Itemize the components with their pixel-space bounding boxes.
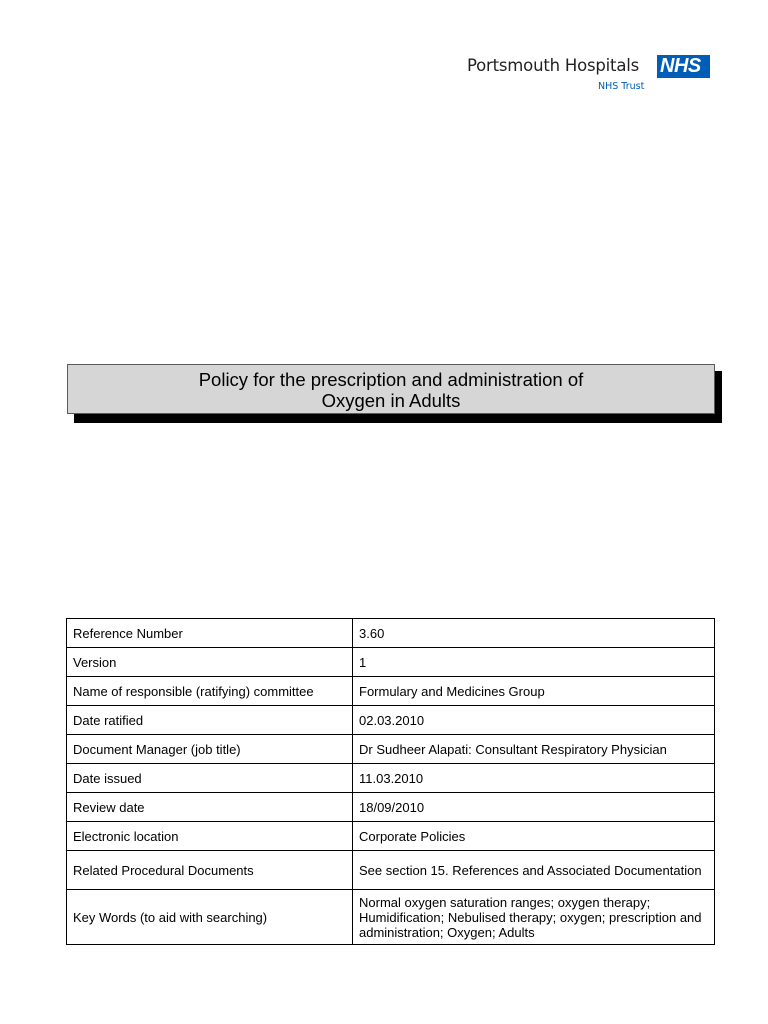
table-row <box>67 735 715 764</box>
table-row <box>67 822 715 851</box>
row-value: 18/09/2010 <box>353 793 715 822</box>
row-label: Review date <box>67 793 353 822</box>
nhs-trust-logo <box>467 54 712 94</box>
row-label: Electronic location <box>67 822 353 851</box>
table-row <box>67 851 715 890</box>
row-label: Version <box>67 648 353 677</box>
row-label: Date issued <box>67 764 353 793</box>
row-value: See section 15. References and Associated Documentation <box>353 851 715 890</box>
table-row <box>67 890 715 945</box>
row-label: Related Procedural Documents <box>67 851 353 890</box>
row-value: Normal oxygen saturation ranges; oxygen therapy; Humidification; Nebulised therapy; oxygen; prescription and administration; Oxygen; Adults <box>353 890 715 945</box>
row-label: Name of responsible (ratifying) committee <box>67 677 353 706</box>
logo-subtitle: NHS Trust <box>598 81 645 92</box>
document-title-line-1: Policy for the prescription and administration of <box>198 369 584 390</box>
row-value: 02.03.2010 <box>353 706 715 735</box>
document-title-box <box>67 364 715 414</box>
row-label: Date ratified <box>67 706 353 735</box>
nhs-badge <box>657 55 710 78</box>
row-value: Formulary and Medicines Group <box>353 677 715 706</box>
document-info-table <box>66 618 715 945</box>
table-row <box>67 648 715 677</box>
row-value: Dr Sudheer Alapati: Consultant Respiratory Physician <box>353 735 715 764</box>
row-value: 11.03.2010 <box>353 764 715 793</box>
document-title-line-2: Oxygen in Adults <box>321 390 461 411</box>
row-value: 1 <box>353 648 715 677</box>
table-row <box>67 677 715 706</box>
row-label: Key Words (to aid with searching) <box>67 890 353 945</box>
row-value: 3.60 <box>353 619 715 648</box>
logo-organisation-name: Portsmouth Hospitals <box>467 56 640 75</box>
row-label: Document Manager (job title) <box>67 735 353 764</box>
row-value: Corporate Policies <box>353 822 715 851</box>
table-row <box>67 793 715 822</box>
row-label: Reference Number <box>67 619 353 648</box>
table-row <box>67 764 715 793</box>
nhs-badge-text: NHS <box>660 55 701 77</box>
table-row <box>67 619 715 648</box>
table-row <box>67 706 715 735</box>
